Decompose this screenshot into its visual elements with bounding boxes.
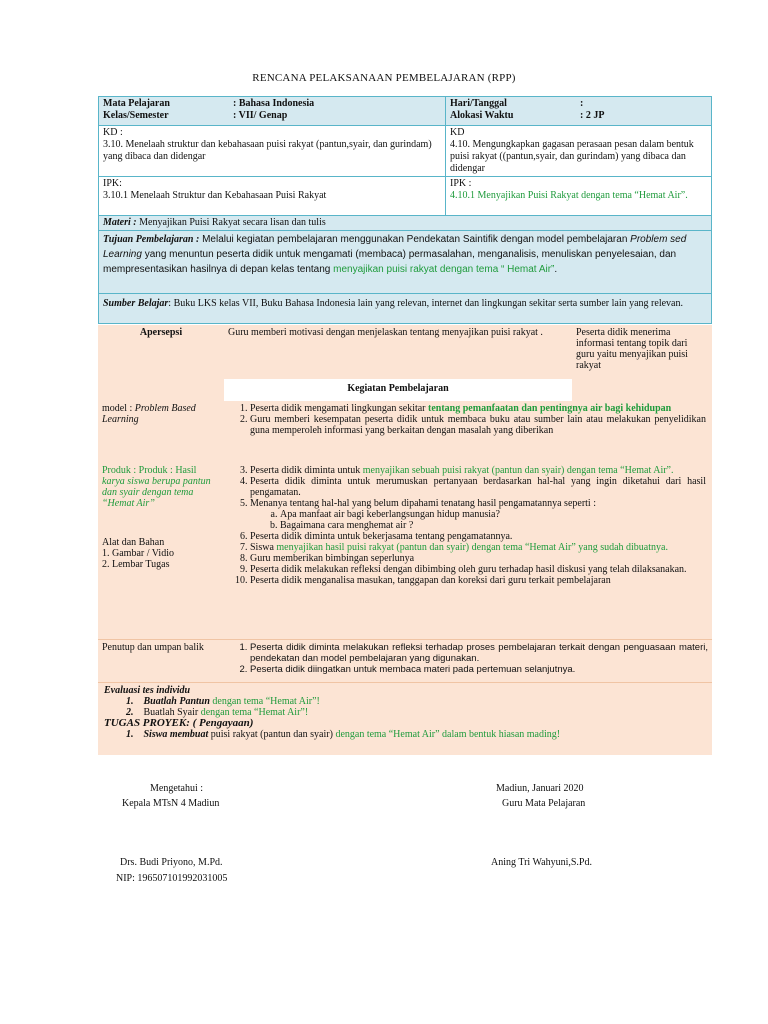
steps-list-b [228,465,706,586]
signature-left-1: Mengetahui : [150,783,204,794]
penutup-list [228,642,708,675]
ipk-left-label: IPK: [103,178,122,189]
ipk-right-label: IPK : [450,178,472,189]
materi-text: Menyajikan Puisi Rakyat secara lisan dan tulis [136,217,326,228]
question-a: a. Apa manfaat air bagi keberlangsungan hidup manusia? [280,509,706,520]
mapel-label: Mata Pelajaran [103,98,170,109]
model-label: model : [102,403,135,414]
kegiatan-title-row [98,379,712,401]
kelas-label: Kelas/Semester [103,110,169,121]
apersepsi-label: Apersepsi [139,327,183,338]
tujuan-green: menyajikan puisi rakyat dengan tema “ Hemat Air” [333,264,555,275]
tugas-item-1: 1. Siswa membuat puisi rakyat (pantun dan syair) dengan tema “Hemat Air” dalam bentuk hiasan mading! [126,729,561,740]
apersepsi-guru: Guru memberi motivasi dengan menjelaskan tentang menyajikan puisi rakyat . [228,327,543,338]
tujuan-row [99,231,712,294]
alat-item-2: 2. Lembar Tugas [102,559,170,570]
question-b: b. Bagaimana cara menghemat air ? [280,520,706,531]
ipk-left-text: 3.10.1 Menelaah Struktur dan Kebahasaan Puisi Rakyat [103,190,327,201]
kegiatan-title: Kegiatan Pembelajaran [224,379,572,401]
materi-label: Materi : [103,217,137,228]
step-9: 9. Peserta didik melakukan refleksi dengan dibimbing oleh guru terhadap hasil diskusi yang telah dilaksanakan. [250,564,706,575]
apersepsi-row [98,325,712,379]
alokasi-label: Alokasi Waktu [450,110,514,121]
signature-right-1: Madiun, Januari 2020 [496,783,584,794]
kd-left-text: 3.10. Menelaah struktur dan kebahasaan puisi rakyat (pantun,syair, dan gurindam) yang dibaca dan didengar [103,139,432,162]
rpp-identity-table [98,96,712,324]
ipk-row [99,177,712,216]
sumber-text: : Buku LKS kelas VII, Buku Bahasa Indonesia lain yang relevan, internet dan lingkungan sekitar serta sumber lain yang relevan. [168,298,683,309]
penutup-row [98,640,712,683]
signature-right-2: Guru Mata Pelajaran [502,798,586,809]
alokasi-value: : 2 JP [580,110,605,121]
step-7: 7. Siswa menyajikan hasil puisi rakyat (pantun dan syair) dengan tema “Hemat Air” yang sudah dibuatnya. [250,542,706,553]
tujuan-label: Tujuan Pembelajaran : [103,234,200,245]
model-value: Problem Based Learning [102,403,196,425]
evaluasi-row [98,683,712,756]
evaluasi-item-1: 1. Buatlah Pantun dengan tema “Hemat Air”! [126,696,320,707]
step-5: 5. Menanya tentang hal-hal yang belum dipahami tenatang hasil pengamatannya seperti : a. Apa manfaat air bagi keberlangsungan hidup manusia? b. Bagaimana cara menghemat air ? [250,498,706,531]
penutup-item-1: 1. Peserta didik diminta melakukan refleksi terhadap proses pembelajaran terkait dengan penguasaan materi, pendekatan dan model pembelajaran yang digunakan. [250,642,708,664]
hari-value: : [580,98,584,109]
apersepsi-siswa: Peserta didik menerima informasi tentang topik dari guru yaitu menyajikan puisi rakyat [576,327,688,371]
kelas-value: : VII/ Genap [233,110,288,121]
evaluasi-label: Evaluasi tes individu [104,685,191,696]
mapel-value: : Bahasa Indonesia [233,98,315,109]
kd-right-text: 4.10. Mengungkapkan gagasan perasaan pesan dalam bentuk puisi rakyat ((pantun,syair, dan gurindam) yang dibaca dan didengar [450,139,694,174]
tujuan-text-1: Melalui kegiatan pembelajaran menggunakan Pendekatan Saintifik dengan model pembelajaran [199,234,631,245]
step-3: 3. Peserta didik diminta untuk menyajikan sebuah puisi rakyat (pantun dan syair) dengan tema “Hemat Air”. [250,465,706,476]
signature-left-name: Drs. Budi Priyono, M.Pd. [120,857,223,868]
kd-left-label: KD : [103,127,123,138]
signature-left-2: Kepala MTsN 4 Madiun [122,798,220,809]
step-5-questions [250,509,706,531]
kd-right-label: KD [450,127,465,138]
hari-label: Hari/Tanggal [450,98,507,109]
tujuan-end: . [554,264,558,275]
step-1-green: tentang pemanfaatan dan pentingnya air bagi kehidupan [428,403,672,414]
page-title: RENCANA PELAKSANAAN PEMBELAJARAN (RPP) [252,72,516,84]
step-4: 4. Peserta didik diminta untuk merumuskan pertanyaan berdasarkan hal-hal yang ingin diketahui dari hasil pengamatan. [250,476,706,498]
step-10: 10. Peserta didik menganalisa masukan, tanggapan dan koreksi dari guru terkait pembelajaran [250,575,706,586]
penutup-item-2: 2. Peserta didik diingatkan untuk membaca materi pada pertemuan selanjutnya. [250,664,708,675]
ipk-right-text: 4.10.1 Menyajikan Puisi Rakyat dengan tema “Hemat Air”. [450,190,688,201]
evaluasi-item-2: 2. Buatlah Syair dengan tema “Hemat Air”! [126,707,309,718]
signature-right-name: Aning Tri Wahyuni,S.Pd. [491,857,592,868]
penutup-label: Penutup dan umpan balik [98,640,224,683]
step-2: 2. Guru memberi kesempatan peserta didik untuk membaca buku atau sumber lain atau melakukan penyelidikan guna memperoleh informasi yang berkaitan dengan masalah yang diberikan [250,414,706,436]
produk-row [98,463,712,640]
kd-row [99,126,712,177]
alat-item-1: 1. Gambar / Vidio [102,548,174,559]
step-8: 8. Guru memberikan bimbingan seperlunya [250,553,706,564]
materi-row [99,216,712,231]
model-row [98,401,712,463]
sumber-label: Sumber Belajar [103,298,169,309]
tujuan-text-2: yang menuntun peserta didik untuk mengamati (membaca) permasalahan, menganalisis, menuliskan penyelesaian, dan mempresentasikan hasilnya di depan kelas tentang [103,249,677,275]
steps-list-a [228,403,706,436]
kegiatan-table [98,325,712,755]
signature-left-nip: NIP: 196507101992031005 [116,873,228,884]
produk-value: karya siswa berupa pantun dan syair dengan tema “Hemat Air” [102,476,211,509]
sumber-row [99,294,712,324]
produk-label: Produk : Produk : Hasil [102,465,197,476]
tugas-label: TUGAS PROYEK: ( Pengayaan) [104,717,254,729]
step-1: 1. Peserta didik mengamati lingkungan sekitar tentang pemanfaatan dan pentingnya air bagi kehidupan [250,403,706,414]
header-row [99,97,712,126]
tujuan-model: Problem sed Learning [103,234,687,260]
step-6: 6. Peserta didik diminta untuk bekerjasama tentang pengamatannya. [250,531,706,542]
alat-label: Alat dan Bahan [102,537,165,548]
